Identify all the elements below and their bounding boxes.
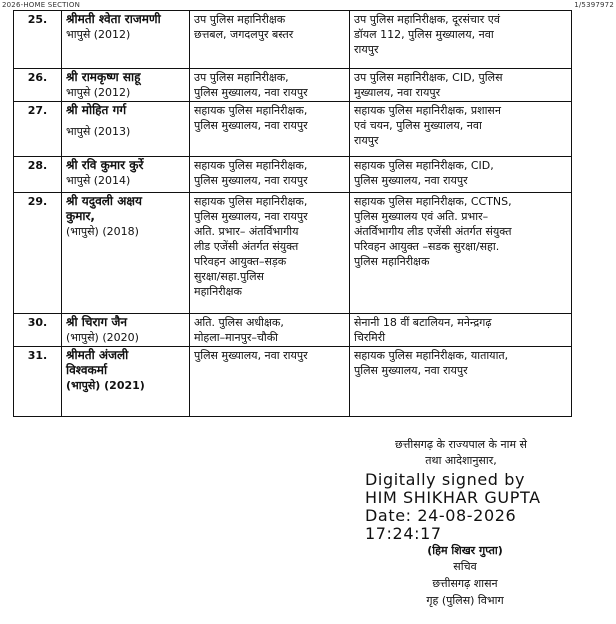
current-posting: उप पुलिस महानिरीक्षक, पुलिस मुख्यालय, नवा रायपुर (190, 69, 350, 102)
new-posting: सेनानी 18 वीं बटालियन, मनेन्द्रगढ़ चिरमिरी (350, 314, 572, 347)
table-row (14, 69, 572, 102)
authority-text: छत्तीसगढ़ के राज्यपाल के नाम से तथा आदेशानुसार, (395, 438, 527, 467)
signature-block (365, 437, 605, 609)
officer-name: श्री चिराग जैन (66, 315, 128, 329)
digital-signature-line: Date: 24-08-2026 (365, 506, 517, 525)
table-row (14, 347, 572, 417)
current-posting: उप पुलिस महानिरीक्षक छत्तबल, जगदलपुर बस्तर (190, 11, 350, 69)
row-number: 31. (14, 347, 62, 417)
officer-service: भापुसे (2014) (66, 174, 131, 187)
digital-signature-line: 17:24:17 (365, 524, 442, 543)
officer-name: श्रीमती श्वेता राजमणी (66, 12, 161, 26)
new-posting: सहायक पुलिस महानिरीक्षक, CID, पुलिस मुख्यालय, नवा रायपुर (350, 157, 572, 193)
row-number: 25. (14, 11, 62, 69)
officer-name: श्री रामकृष्ण साहू (66, 70, 141, 84)
row-number: 27. (14, 102, 62, 157)
current-posting: सहायक पुलिस महानिरीक्षक, पुलिस मुख्यालय, नवा रायपुर अति. प्रभार– अंतर्विभागीय लीड एजेंसी अंतर्गत संयुक्त परिवहन आयुक्त–सड़क सुरक्षा/सहा.पुलिस महानिरीक्षक (190, 193, 350, 314)
row-number: 29. (14, 193, 62, 314)
new-posting: उप पुलिस महानिरीक्षक, दूरसंचार एवं डॉयल 112, पुलिस मुख्यालय, नवा रायपुर (350, 11, 572, 69)
table-row (14, 193, 572, 314)
table-row (14, 102, 572, 157)
digital-signature (365, 471, 605, 543)
row-number: 28. (14, 157, 62, 193)
current-posting: सहायक पुलिस महानिरीक्षक, पुलिस मुख्यालय, नवा रायपुर (190, 102, 350, 157)
officer-service: (भापुसे) (2021) (66, 379, 145, 392)
officer-service: (भापुसे) (2018) (66, 225, 139, 238)
table-row (14, 11, 572, 69)
digital-signature-line: HIM SHIKHAR GUPTA (365, 488, 541, 507)
officer-cell (62, 69, 190, 102)
signatory-designation: सचिव (453, 560, 477, 573)
officer-name: श्री यदुवली अक्षय कुमार, (66, 194, 142, 223)
officer-service: भापुसे (2012) (66, 28, 131, 41)
officer-service: (भापुसे) (2020) (66, 331, 139, 344)
current-posting: सहायक पुलिस महानिरीक्षक, पुलिस मुख्यालय, नवा रायपुर (190, 157, 350, 193)
digital-signature-line: Digitally signed by (365, 470, 526, 489)
signatory-name: (हिम शिखर गुप्ता) (427, 544, 503, 557)
officer-cell (62, 314, 190, 347)
table-row (14, 157, 572, 193)
current-posting: अति. पुलिस अधीक्षक, मोहला–मानपुर–चौकी (190, 314, 350, 347)
new-posting: सहायक पुलिस महानिरीक्षक, CCTNS, पुलिस मुख्यालय एवं अति. प्रभार– अंतर्विभागीय लीड एजेंसी अंतर्गत संयुक्त परिवहन आयुक्त –सडक सुरक्षा/सहा. पुलिस महानिरीक्षक (350, 193, 572, 314)
transfer-order-rows (14, 11, 572, 417)
table-row (14, 314, 572, 347)
officer-name: श्रीमती अंजली विश्वकर्मा (66, 348, 129, 377)
new-posting: उप पुलिस महानिरीक्षक, CID, पुलिस मुख्यालय, नवा रायपुर (350, 69, 572, 102)
officer-cell (62, 157, 190, 193)
page-header-right: 1/5397972 (574, 1, 614, 9)
row-number: 30. (14, 314, 62, 347)
officer-service: भापुसे (2012) (66, 86, 131, 99)
transfer-order-table (13, 10, 572, 417)
officer-name: श्री रवि कुमार कुर्रे (66, 158, 144, 172)
new-posting: सहायक पुलिस महानिरीक्षक, यातायात, पुलिस मुख्यालय, नवा रायपुर (350, 347, 572, 417)
officer-cell (62, 102, 190, 157)
page-header-left: 2026-HOME SECTION (2, 1, 81, 9)
officer-name: श्री मोहित गर्ग (66, 103, 127, 117)
signatory-department: गृह (पुलिस) विभाग (426, 594, 504, 607)
officer-cell (62, 347, 190, 417)
current-posting: पुलिस मुख्यालय, नवा रायपुर (190, 347, 350, 417)
officer-service: भापुसे (2013) (66, 125, 131, 138)
officer-cell (62, 11, 190, 69)
officer-cell (62, 193, 190, 314)
new-posting: सहायक पुलिस महानिरीक्षक, प्रशासन एवं चयन, पुलिस मुख्यालय, नवा रायपुर (350, 102, 572, 157)
row-number: 26. (14, 69, 62, 102)
signatory-government: छत्तीसगढ़ शासन (432, 577, 498, 590)
